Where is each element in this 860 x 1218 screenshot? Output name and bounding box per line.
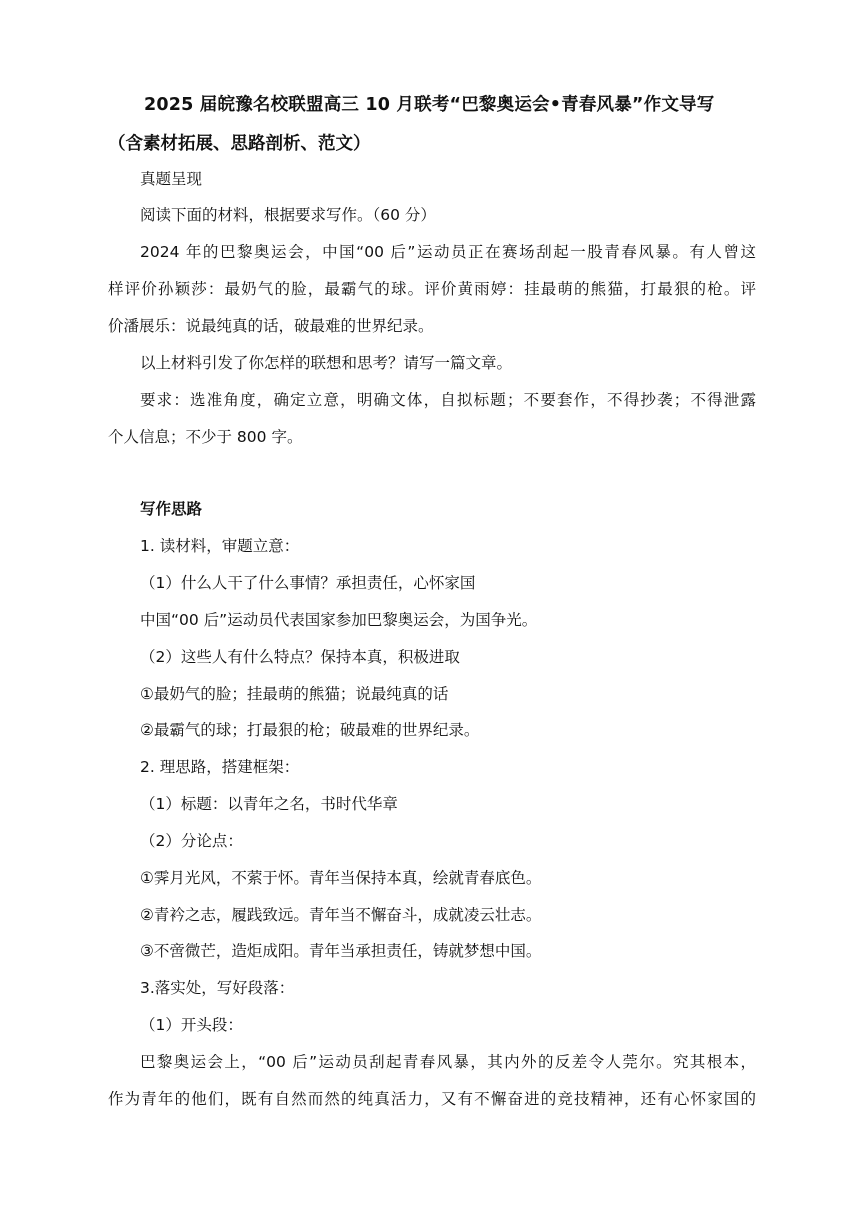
document-title: 2025 届皖豫名校联盟高三 10 月联考“巴黎奥运会•青春风暴”作文导写 [144, 95, 715, 115]
requirement-line-1: 要求：选准角度，确定立意，明确文体，自拟标题；不要套作，不得抄袭；不得泄露 [140, 391, 756, 409]
question-2-answer-1: ①最奶气的脸；挂最萌的熊猫；说最纯真的话 [140, 685, 449, 703]
requirement-line-2: 个人信息；不少于 800 字。 [108, 428, 303, 446]
opening-line-1: 巴黎奥运会上，“00 后”运动员刮起青春风暴，其内外的反差令人莞尔。究其根本， [140, 1053, 756, 1071]
section-heading-real: 真题呈现 [140, 170, 203, 188]
section-heading-approach: 写作思路 [140, 500, 203, 518]
point-3: ③不啻微芒，造炬成阳。青年当承担责任，铸就梦想中国。 [140, 942, 542, 960]
opening-line-2: 作为青年的他们，既有自然而然的纯真活力，又有不懈奋进的竞技精神，还有心怀家国的 [108, 1090, 756, 1108]
point-2: ②青衿之志，履践致远。青年当不懈奋斗，成就凌云壮志。 [140, 906, 542, 924]
step-3: 3.落实处，写好段落： [140, 979, 295, 997]
question-1-answer: 中国“00 后”运动员代表国家参加巴黎奥运会，为国争光。 [140, 611, 538, 629]
material-line-2: 样评价孙颖莎：最奶气的脸，最霸气的球。评价黄雨婷：挂最萌的熊猫，打最狠的枪。评 [108, 280, 756, 298]
point-1: ①霁月光风，不萦于怀。青年当保持本真，绘就青春底色。 [140, 869, 542, 887]
question-2-answer-2: ②最霸气的球；打最狠的枪；破最难的世界纪录。 [140, 721, 480, 739]
opening-label: （1）开头段： [140, 1016, 243, 1034]
step-1: 1. 读材料，审题立意： [140, 537, 300, 555]
material-line-1: 2024 年的巴黎奥运会，中国“00 后”运动员正在赛场刮起一股青春风暴。有人曾这 [140, 243, 756, 261]
question-text: 以上材料引发了你怎样的联想和思考？请写一篇文章。 [140, 354, 513, 372]
material-line-3: 价潘展乐：说最纯真的话，破最难的世界纪录。 [108, 317, 434, 335]
title-item: （1）标题：以青年之名，书时代华章 [140, 795, 398, 813]
question-1: （1）什么人干了什么事情？承担责任，心怀家国 [140, 574, 476, 592]
question-2: （2）这些人有什么特点？保持本真，积极进取 [140, 648, 460, 666]
points-label: （2）分论点： [140, 832, 243, 850]
step-2: 2. 理思路，搭建框架： [140, 758, 300, 776]
instruction-text: 阅读下面的材料，根据要求写作。（60 分） [140, 206, 436, 224]
document-subtitle: （含素材拓展、思路剖析、范文） [108, 134, 371, 154]
